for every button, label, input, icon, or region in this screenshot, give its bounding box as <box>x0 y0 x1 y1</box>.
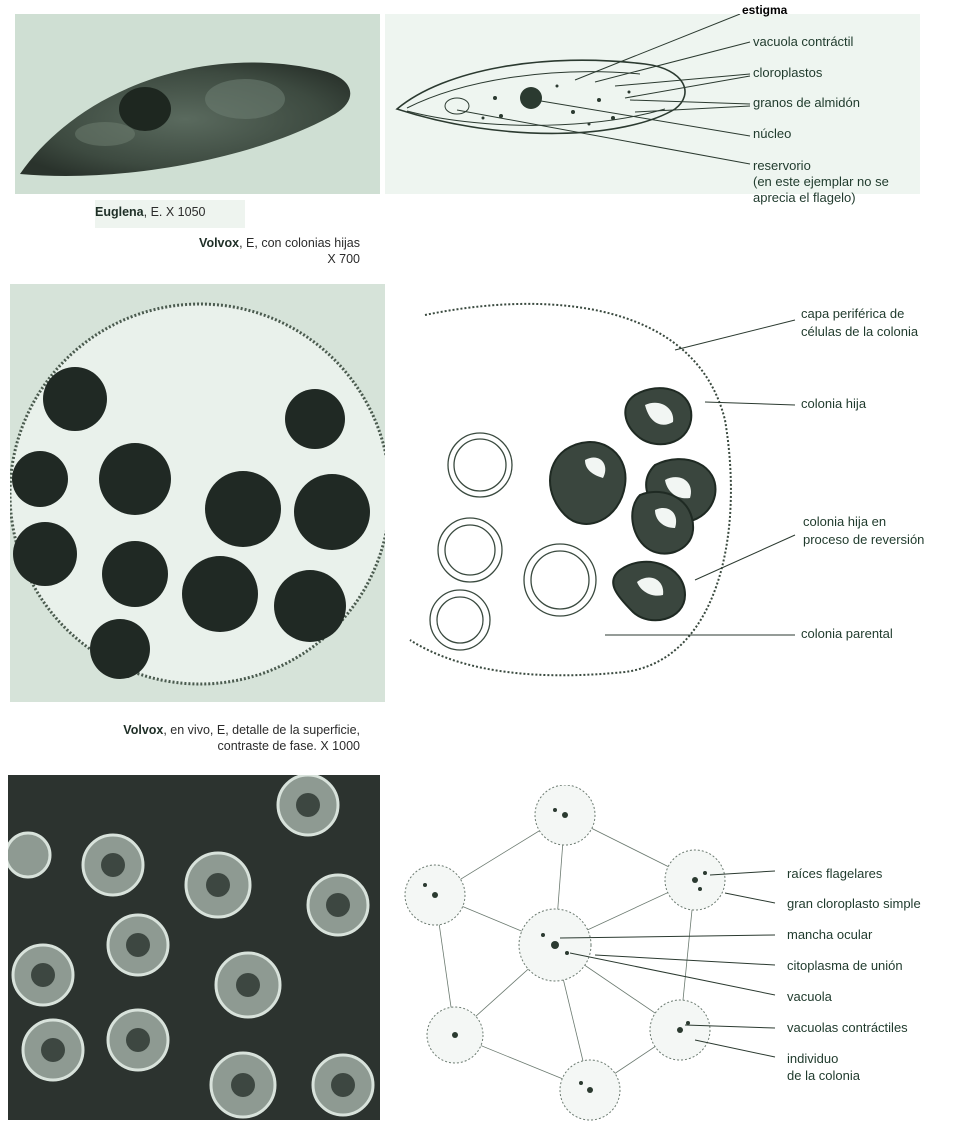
euglena-caption-name: Euglena <box>95 205 144 219</box>
label-colonia-hija-reversion-1: colonia hija en <box>803 514 887 529</box>
label-cloroplastos: cloroplastos <box>753 65 823 80</box>
label-individuo-2: de la colonia <box>787 1068 860 1083</box>
volvox-surface-caption-line1: Volvox, en vivo, E, detalle de la superficie, <box>123 723 360 737</box>
label-citoplasma-union: citoplasma de unión <box>787 958 903 973</box>
label-estigma: estigma <box>742 3 788 17</box>
euglena-diagram <box>385 3 920 194</box>
label-capa-periferica-1: capa periférica de <box>801 306 905 321</box>
label-vacuolas-contractiles: vacuolas contráctiles <box>787 1020 908 1035</box>
label-reservorio-note-2: aprecia el flagelo) <box>753 190 856 205</box>
label-gran-cloroplasto: gran cloroplasto simple <box>787 896 921 911</box>
volvox-colonies-caption-line2: X 700 <box>327 252 360 266</box>
label-individuo-1: individuo <box>787 1051 839 1066</box>
label-colonia-parental: colonia parental <box>801 626 893 641</box>
euglena-caption-rest: , E. X 1050 <box>143 205 206 219</box>
label-capa-periferica-2: células de la colonia <box>801 324 919 339</box>
label-reservorio-note-1: (en este ejemplar no se <box>753 174 889 189</box>
volvox-colonies-caption-line1: Volvox, E, con colonias hijas <box>199 236 360 250</box>
label-raices-flagelares: raíces flagelares <box>787 866 883 881</box>
volvox-colonies-photo <box>10 284 385 702</box>
label-reservorio: reservorio <box>753 158 811 173</box>
volvox-surface-caption-line2: contraste de fase. X 1000 <box>217 739 360 753</box>
euglena-caption <box>95 200 245 228</box>
volvox-surface-photo <box>8 775 380 1120</box>
label-colonia-hija-reversion-2: proceso de reversión <box>803 532 925 547</box>
volvox-surface-caption <box>60 722 360 754</box>
label-vacuola: vacuola <box>787 989 832 1004</box>
euglena-photo <box>15 14 380 194</box>
label-nucleo: núcleo <box>753 126 792 141</box>
label-granos-almidon: granos de almidón <box>753 95 860 110</box>
label-mancha-ocular: mancha ocular <box>787 927 873 942</box>
volvox-colonies-caption <box>150 235 360 267</box>
label-colonia-hija: colonia hija <box>801 396 867 411</box>
label-vacuola-contractil: vacuola contráctil <box>753 34 854 49</box>
